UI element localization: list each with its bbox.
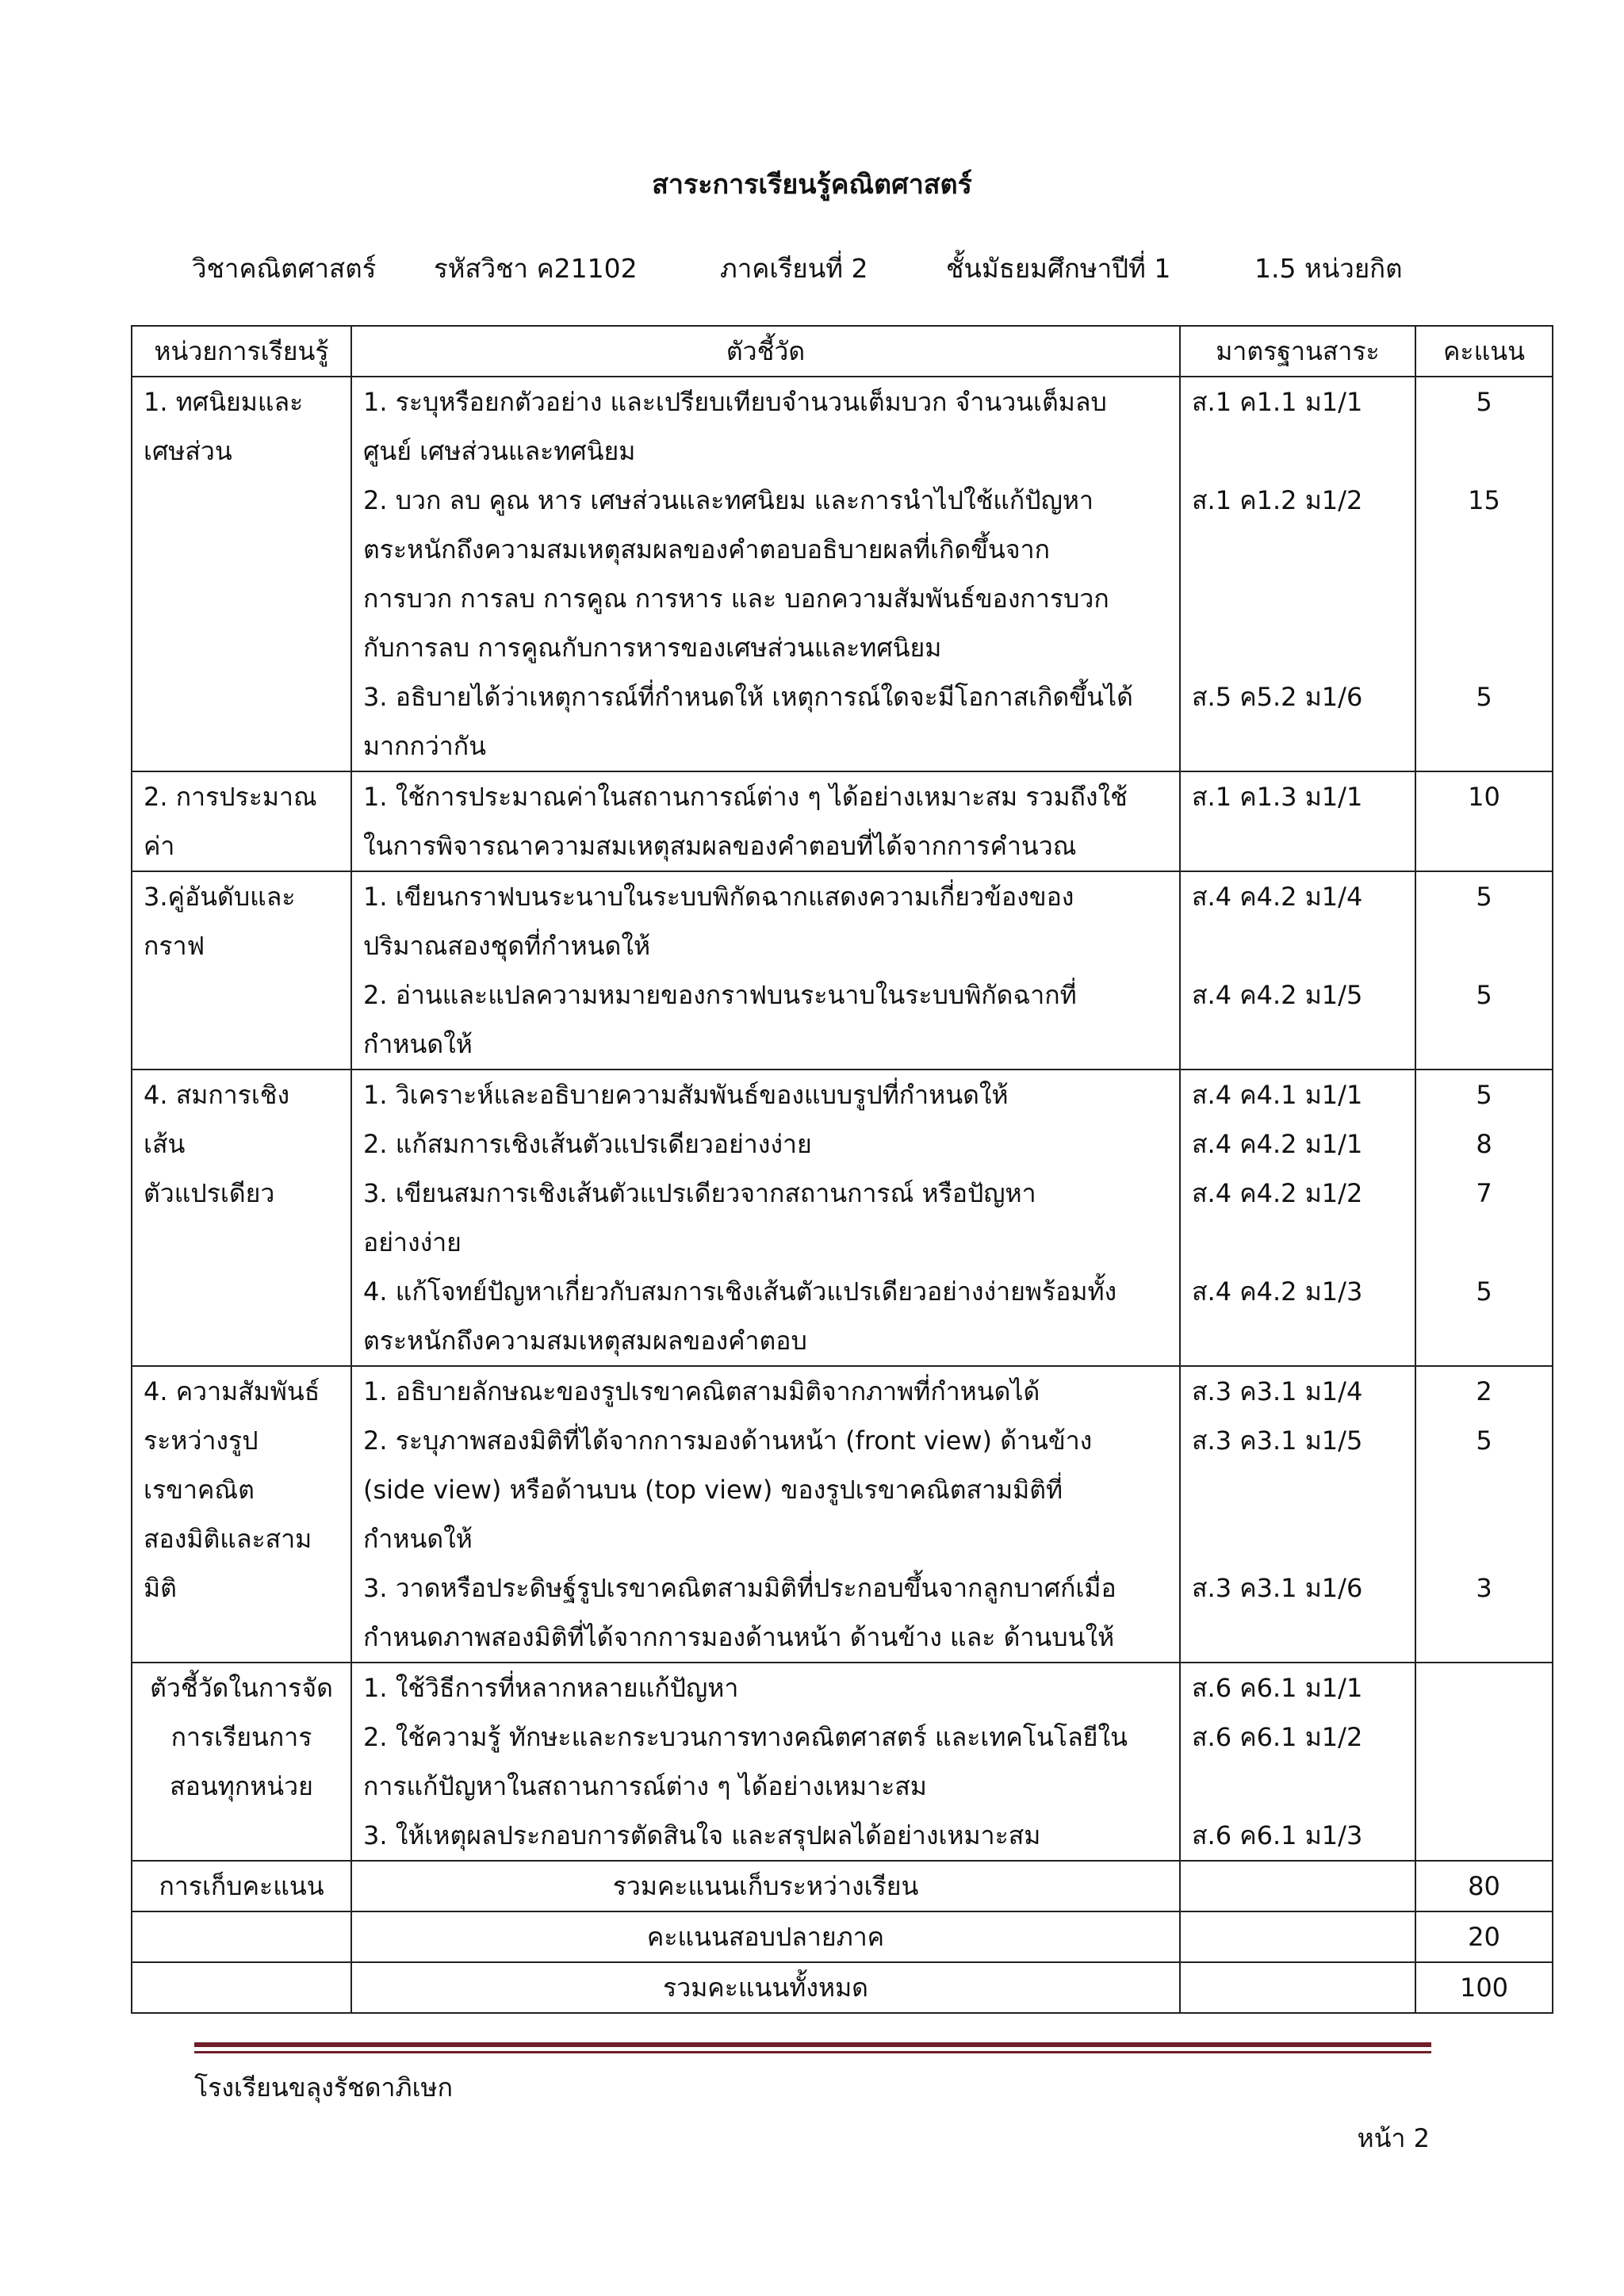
indicator-line: ในการพิจารณาความสมเหตุสมผลของคำตอบที่ได้จากการคำนวณ — [363, 831, 1077, 861]
score-cell — [1415, 1070, 1553, 1366]
standard-cell — [1180, 1366, 1415, 1663]
credits: 1.5 หน่วยกิต — [1254, 253, 1403, 284]
score-cell — [1415, 1663, 1553, 1861]
indicator-line: อย่างง่าย — [363, 1227, 462, 1257]
unit-name-line: 2. การประมาณ — [144, 782, 317, 812]
standard-code: ส.3 ค3.1 ม1/4 — [1192, 1376, 1363, 1406]
footer-rule-thin — [194, 2051, 1431, 2053]
indicator-line: 3. วาดหรือประดิษฐ์รูปเรขาคณิตสามมิติที่ประกอบขึ้นจากลูกบาศก์เมื่อ — [363, 1573, 1116, 1603]
table-row — [132, 1070, 1553, 1366]
indicator-cell — [351, 377, 1180, 771]
indicator-line: 1. ระบุหรือยกตัวอย่าง และเปรียบเทียบจำนวนเต็มบวก จำนวนเต็มลบ — [363, 387, 1107, 417]
standard-code: ส.3 ค3.1 ม1/6 — [1192, 1573, 1363, 1603]
summary-label: การเก็บคะแนน — [132, 1861, 351, 1911]
unit-name-line: กราฟ — [144, 931, 205, 961]
unit-name-cell — [132, 377, 351, 771]
indicator-cell — [351, 1663, 1180, 1861]
indicator-line: การบวก การลบ การคูณ การหาร และ บอกความสัมพันธ์ของการบวก — [363, 584, 1109, 614]
table-row — [132, 1663, 1553, 1861]
score-value: 10 — [1468, 782, 1500, 812]
summary-label — [132, 1962, 351, 2013]
subject-info-line — [0, 247, 1624, 287]
score-value: 5 — [1476, 1425, 1492, 1456]
indicator-line: 2. บวก ลบ คูณ หาร เศษส่วนและทศนิยม และการนำไปใช้แก้ปัญหา — [363, 485, 1094, 515]
summary-standard-empty — [1180, 1911, 1415, 1962]
score-value: 7 — [1476, 1178, 1492, 1208]
standard-code: ส.3 ค3.1 ม1/5 — [1192, 1425, 1363, 1456]
unit-name-line: 4. สมการเชิง — [144, 1080, 290, 1110]
subject-code: รหัสวิชา ค21102 — [434, 253, 638, 284]
standard-code: ส.1 ค1.2 ม1/2 — [1192, 485, 1363, 515]
standard-code: ส.4 ค4.2 ม1/2 — [1192, 1178, 1363, 1208]
subject-name: วิชาคณิตศาสตร์ — [192, 253, 377, 284]
unit-name-cell — [132, 871, 351, 1070]
summary-score: 20 — [1415, 1911, 1553, 1962]
unit-name-line: เส้น — [144, 1129, 186, 1159]
summary-standard-empty — [1180, 1861, 1415, 1911]
score-cell — [1415, 771, 1553, 871]
score-value: 8 — [1476, 1129, 1492, 1159]
grade-level: ชั้นมัธยมศึกษาปีที่ 1 — [946, 253, 1171, 284]
header-score: คะแนน — [1415, 326, 1553, 377]
unit-name-line: ระหว่างรูป — [144, 1425, 259, 1456]
indicator-line: การแก้ปัญหาในสถานการณ์ต่าง ๆ ได้อย่างเหมาะสม — [363, 1771, 927, 1801]
standard-cell — [1180, 1070, 1415, 1366]
score-cell — [1415, 1366, 1553, 1663]
unit-name-line: ตัวแปรเดียว — [144, 1178, 275, 1208]
score-cell — [1415, 377, 1553, 771]
indicator-line: ตระหนักถึงความสมเหตุสมผลของคำตอบอธิบายผลที่เกิดขึ้นจาก — [363, 534, 1050, 564]
standard-code: ส.4 ค4.2 ม1/1 — [1192, 1129, 1363, 1159]
standard-cell — [1180, 771, 1415, 871]
summary-row — [132, 1861, 1553, 1911]
standard-code: ส.4 ค4.2 ม1/4 — [1192, 882, 1363, 912]
standard-cell — [1180, 1663, 1415, 1861]
standard-cell — [1180, 871, 1415, 1070]
summary-score: 100 — [1415, 1962, 1553, 2013]
unit-name-line: สองมิติและสาม — [144, 1524, 312, 1554]
score-value: 15 — [1468, 485, 1500, 515]
score-value: 5 — [1476, 682, 1492, 712]
semester: ภาคเรียนที่ 2 — [720, 253, 868, 284]
unit-name-line: การเรียนการ — [170, 1722, 312, 1752]
unit-name-line: ค่า — [144, 831, 175, 861]
indicator-line: (side view) หรือด้านบน (top view) ของรูปเรขาคณิตสามมิติที่ — [363, 1475, 1063, 1505]
curriculum-table — [131, 325, 1553, 2014]
footer-rule-thick — [194, 2042, 1431, 2047]
score-value: 5 — [1476, 1080, 1492, 1110]
standard-code: ส.4 ค4.2 ม1/5 — [1192, 980, 1363, 1010]
header-standard: มาตรฐานสาระ — [1180, 326, 1415, 377]
indicator-cell — [351, 1366, 1180, 1663]
summary-row — [132, 1911, 1553, 1962]
indicator-line: 3. ให้เหตุผลประกอบการตัดสินใจ และสรุปผลได้อย่างเหมาะสม — [363, 1820, 1041, 1850]
standard-code: ส.5 ค5.2 ม1/6 — [1192, 682, 1363, 712]
school-name: โรงเรียนขลุงรัชดาภิเษก — [194, 2072, 454, 2103]
standard-cell — [1180, 377, 1415, 771]
summary-description: คะแนนสอบปลายภาค — [351, 1911, 1180, 1962]
summary-score: 80 — [1415, 1861, 1553, 1911]
table-row — [132, 1366, 1553, 1663]
standard-code: ส.1 ค1.1 ม1/1 — [1192, 387, 1363, 417]
indicator-line: ศูนย์ เศษส่วนและทศนิยม — [363, 436, 636, 466]
indicator-cell — [351, 771, 1180, 871]
indicator-line: ปริมาณสองชุดที่กำหนดให้ — [363, 931, 651, 961]
header-indicator: ตัวชี้วัด — [351, 326, 1180, 377]
indicator-line: 1. เขียนกราฟบนระนาบในระบบพิกัดฉากแสดงความเกี่ยวข้องของ — [363, 882, 1074, 912]
indicator-line: กำหนดภาพสองมิติที่ได้จากการมองด้านหน้า ด้านข้าง และ ด้านบนให้ — [363, 1622, 1115, 1652]
indicator-line: 2. อ่านและแปลความหมายของกราฟบนระนาบในระบบพิกัดฉากที่ — [363, 980, 1077, 1010]
unit-name-line: ตัวชี้วัดในการจัด — [150, 1673, 333, 1703]
document-title: สาระการเรียนรู้คณิตศาสตร์ — [652, 169, 972, 201]
unit-name-cell — [132, 1366, 351, 1663]
score-value: 5 — [1476, 387, 1492, 417]
score-value: 5 — [1476, 980, 1492, 1010]
summary-description: รวมคะแนนเก็บระหว่างเรียน — [351, 1861, 1180, 1911]
indicator-line: 2. ใช้ความรู้ ทักษะและกระบวนการทางคณิตศาสตร์ และเทคโนโลยีใน — [363, 1722, 1128, 1752]
table-row — [132, 871, 1553, 1070]
standard-code: ส.6 ค6.1 ม1/2 — [1192, 1722, 1363, 1752]
standard-code: ส.4 ค4.1 ม1/1 — [1192, 1080, 1363, 1110]
page-number: หน้า 2 — [1357, 2123, 1430, 2153]
summary-description: รวมคะแนนทั้งหมด — [351, 1962, 1180, 2013]
unit-name-cell — [132, 1070, 351, 1366]
indicator-line: กำหนดให้ — [363, 1029, 473, 1059]
score-value: 2 — [1476, 1376, 1492, 1406]
header-unit: หน่วยการเรียนรู้ — [132, 326, 351, 377]
indicator-line: 1. อธิบายลักษณะของรูปเรขาคณิตสามมิติจากภาพที่กำหนดได้ — [363, 1376, 1040, 1406]
indicator-line: 3. อธิบายได้ว่าเหตุการณ์ที่กำหนดให้ เหตุการณ์ใดจะมีโอกาสเกิดขึ้นได้ — [363, 682, 1133, 712]
score-cell — [1415, 871, 1553, 1070]
unit-name-line: เรขาคณิต — [144, 1475, 255, 1505]
unit-name-line: สอนทุกหน่วย — [170, 1771, 313, 1801]
summary-row — [132, 1962, 1553, 2013]
indicator-line: 1. วิเคราะห์และอธิบายความสัมพันธ์ของแบบรูปที่กำหนดให้ — [363, 1080, 1009, 1110]
indicator-line: 3. เขียนสมการเชิงเส้นตัวแปรเดียวจากสถานการณ์ หรือปัญหา — [363, 1178, 1036, 1208]
unit-name-cell — [132, 1663, 351, 1861]
indicator-line: กับการลบ การคูณกับการหารของเศษส่วนและทศนิยม — [363, 633, 942, 663]
score-value: 5 — [1476, 1276, 1492, 1307]
standard-code: ส.4 ค4.2 ม1/3 — [1192, 1276, 1363, 1307]
table-row — [132, 377, 1553, 771]
indicator-line: 2. ระบุภาพสองมิติที่ได้จากการมองด้านหน้า (front view) ด้านข้าง — [363, 1425, 1093, 1456]
indicator-line: มากกว่ากัน — [363, 731, 486, 761]
unit-name-line: 4. ความสัมพันธ์ — [144, 1376, 320, 1406]
indicator-line: 4. แก้โจทย์ปัญหาเกี่ยวกับสมการเชิงเส้นตัวแปรเดียวอย่างง่ายพร้อมทั้ง — [363, 1276, 1117, 1307]
standard-code: ส.6 ค6.1 ม1/3 — [1192, 1820, 1363, 1850]
score-value: 3 — [1476, 1573, 1492, 1603]
unit-name-line: เศษส่วน — [144, 436, 232, 466]
unit-name-line: มิติ — [144, 1573, 177, 1603]
standard-code: ส.6 ค6.1 ม1/1 — [1192, 1673, 1363, 1703]
summary-standard-empty — [1180, 1962, 1415, 2013]
indicator-line: 1. ใช้วิธีการที่หลากหลายแก้ปัญหา — [363, 1673, 739, 1703]
indicator-cell — [351, 1070, 1180, 1366]
indicator-line: กำหนดให้ — [363, 1524, 473, 1554]
summary-label — [132, 1911, 351, 1962]
unit-name-cell — [132, 771, 351, 871]
unit-name-line: 3.คู่อันดับและ — [144, 882, 296, 912]
score-value: 5 — [1476, 882, 1492, 912]
indicator-line: ตระหนักถึงความสมเหตุสมผลของคำตอบ — [363, 1326, 807, 1356]
indicator-cell — [351, 871, 1180, 1070]
table-header-row — [132, 326, 1553, 377]
unit-name-line: 1. ทศนิยมและ — [144, 387, 304, 417]
indicator-line: 2. แก้สมการเชิงเส้นตัวแปรเดียวอย่างง่าย — [363, 1129, 812, 1159]
table-row — [132, 771, 1553, 871]
indicator-line: 1. ใช้การประมาณค่าในสถานการณ์ต่าง ๆ ได้อย่างเหมาะสม รวมถึงใช้ — [363, 782, 1128, 812]
standard-code: ส.1 ค1.3 ม1/1 — [1192, 782, 1363, 812]
